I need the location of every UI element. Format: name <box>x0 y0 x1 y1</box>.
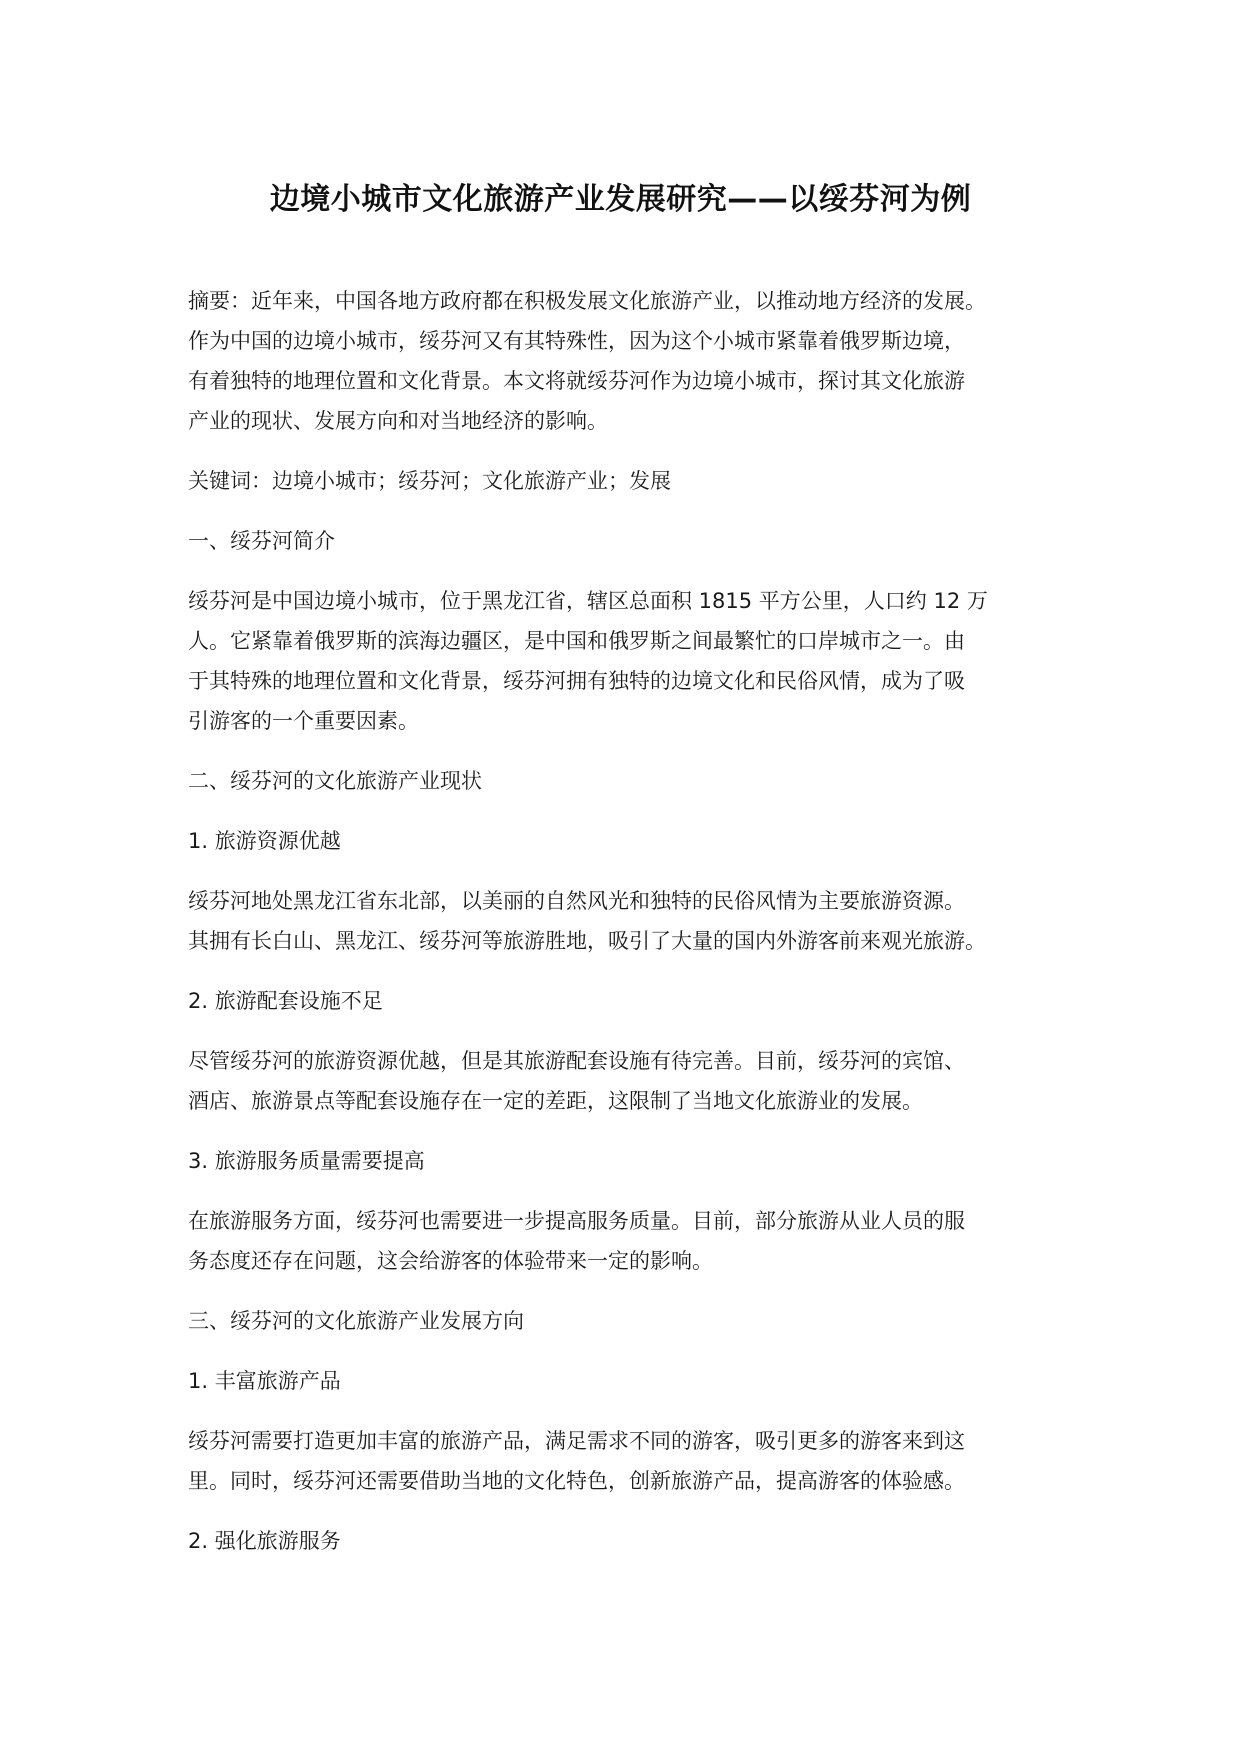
sub2-3-paragraph <box>188 1201 1068 1281</box>
section2-heading: 二、绥芬河的文化旅游产业现状 <box>188 769 482 793</box>
abstract-line: 作为中国的边境小城市，绥芬河又有其特殊性，因为这个小城市紧靠着俄罗斯边境， <box>188 329 965 353</box>
section-heading <box>188 1301 1068 1341</box>
paragraph-line: 酒店、旅游景点等配套设施存在一定的差距，这限制了当地文化旅游业的发展。 <box>188 1089 923 1113</box>
paragraph-line: 其拥有长白山、黑龙江、绥芬河等旅游胜地，吸引了大量的国内外游客前来观光旅游。 <box>188 929 986 953</box>
sub2-2-paragraph <box>188 1041 1068 1121</box>
keywords-paragraph <box>188 461 1068 501</box>
paragraph-line: 于其特殊的地理位置和文化背景，绥芬河拥有独特的边境文化和民俗风情，成为了吸 <box>188 669 965 693</box>
paragraph-line: 绥芬河地处黑龙江省东北部，以美丽的自然风光和独特的民俗风情为主要旅游资源。 <box>188 889 965 913</box>
sub2-1-paragraph <box>188 881 1068 961</box>
abstract-paragraph <box>188 281 1068 441</box>
paragraph-line: 人。它紧靠着俄罗斯的滨海边疆区，是中国和俄罗斯之间最繁忙的口岸城市之一。由 <box>188 629 965 653</box>
section1-heading: 一、绥芬河简介 <box>188 529 335 553</box>
subsection-heading <box>188 1521 1068 1561</box>
subsection-heading <box>188 981 1068 1021</box>
document-body <box>188 281 1068 1581</box>
subsection-heading <box>188 1141 1068 1181</box>
sub3-1-heading: 1. 丰富旅游产品 <box>188 1369 341 1393</box>
section3-heading: 三、绥芬河的文化旅游产业发展方向 <box>188 1309 524 1333</box>
section-heading <box>188 521 1068 561</box>
keywords-line: 关键词：边境小城市；绥芬河；文化旅游产业；发展 <box>188 469 671 493</box>
subsection-heading <box>188 821 1068 861</box>
paragraph-line: 尽管绥芬河的旅游资源优越，但是其旅游配套设施有待完善。目前，绥芬河的宾馆、 <box>188 1049 965 1073</box>
paragraph-line: 绥芬河需要打造更加丰富的旅游产品，满足需求不同的游客，吸引更多的游客来到这 <box>188 1429 965 1453</box>
sub3-1-paragraph <box>188 1421 1068 1501</box>
sub2-1-heading: 1. 旅游资源优越 <box>188 829 341 853</box>
paragraph-line: 里。同时，绥芬河还需要借助当地的文化特色，创新旅游产品，提高游客的体验感。 <box>188 1469 965 1493</box>
section1-paragraph <box>188 581 1068 741</box>
document-title: 边境小城市文化旅游产业发展研究——以绥芬河为例 <box>269 182 972 217</box>
sub3-2-heading: 2. 强化旅游服务 <box>188 1529 341 1553</box>
paragraph-line: 绥芬河是中国边境小城市，位于黑龙江省，辖区总面积 1815 平方公里，人口约 12 万 <box>188 589 988 613</box>
abstract-line: 产业的现状、发展方向和对当地经济的影响。 <box>188 409 608 433</box>
abstract-line: 有着独特的地理位置和文化背景。本文将就绥芬河作为边境小城市，探讨其文化旅游 <box>188 369 965 393</box>
paragraph-line: 在旅游服务方面，绥芬河也需要进一步提高服务质量。目前，部分旅游从业人员的服 <box>188 1209 965 1233</box>
paragraph-line: 务态度还存在问题，这会给游客的体验带来一定的影响。 <box>188 1249 713 1273</box>
subsection-heading <box>188 1361 1068 1401</box>
abstract-line: 摘要：近年来，中国各地方政府都在积极发展文化旅游产业，以推动地方经济的发展。 <box>188 289 986 313</box>
paragraph-line: 引游客的一个重要因素。 <box>188 709 419 733</box>
sub2-2-heading: 2. 旅游配套设施不足 <box>188 989 383 1013</box>
section-heading <box>188 761 1068 801</box>
sub2-3-heading: 3. 旅游服务质量需要提高 <box>188 1149 425 1173</box>
